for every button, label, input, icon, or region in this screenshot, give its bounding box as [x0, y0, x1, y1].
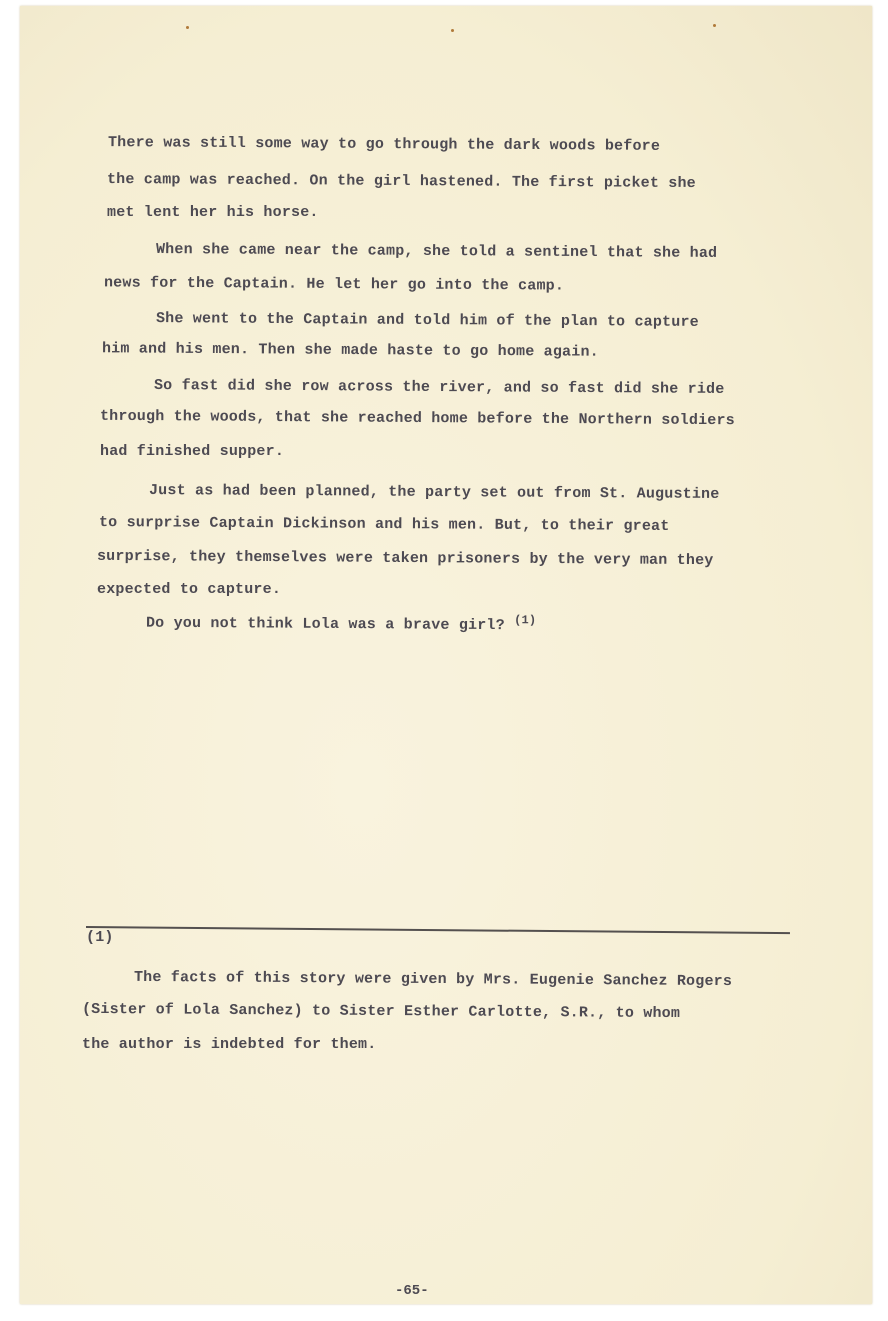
body-line-6: She went to the Captain and told him of the plan to capture	[155, 310, 699, 331]
body-line-10: had finished supper.	[100, 443, 285, 460]
body-line-9: through the woods, that she reached home before the Northern soldiers	[99, 407, 735, 430]
footnote-divider	[86, 926, 790, 934]
body-line-13: surprise, they themselves were taken prisoners by the very man they	[96, 547, 714, 570]
body-line-12: to surprise Captain Dickinson and his men. But, to their great	[98, 514, 670, 535]
footnote-line-2: (Sister of Lola Sanchez) to Sister Esther Carlotte, S.R., to whom	[81, 1000, 681, 1023]
footnote-line-1: The facts of this story were given by Mrs. Eugenie Sanchez Rogers	[133, 968, 733, 991]
body-line-8: So fast did she row across the river, and so fast did she ride	[153, 377, 725, 398]
body-line-11: Just as had been planned, the party set out from St. Augustine	[148, 482, 720, 503]
document-page	[20, 6, 872, 1304]
footnote-marker: (1)	[86, 929, 114, 946]
body-line-1: There was still some way to go through the dark woods before	[107, 134, 661, 155]
body-line-2: the camp was reached. On the girl hastened. The first picket she	[106, 170, 696, 193]
footnote-line-3: the author is indebted for them.	[82, 1036, 377, 1053]
body-line-3: met lent her his horse.	[107, 204, 319, 221]
closing-question-text: Do you not think Lola was a brave girl?	[145, 614, 505, 635]
body-line-4: When she came near the camp, she told a sentinel that she had	[155, 241, 718, 262]
page-number: -65-	[395, 1283, 429, 1299]
closing-question	[146, 615, 536, 635]
paper-speck	[186, 26, 189, 29]
paper-speck	[713, 24, 716, 27]
footnote-reference: (1)	[514, 613, 537, 628]
body-line-7: him and his men. Then she made haste to go home again.	[101, 340, 599, 361]
paper-speck	[451, 29, 454, 32]
body-line-5: news for the Captain. He let her go into the camp.	[103, 274, 565, 295]
body-line-14: expected to capture.	[97, 581, 282, 598]
